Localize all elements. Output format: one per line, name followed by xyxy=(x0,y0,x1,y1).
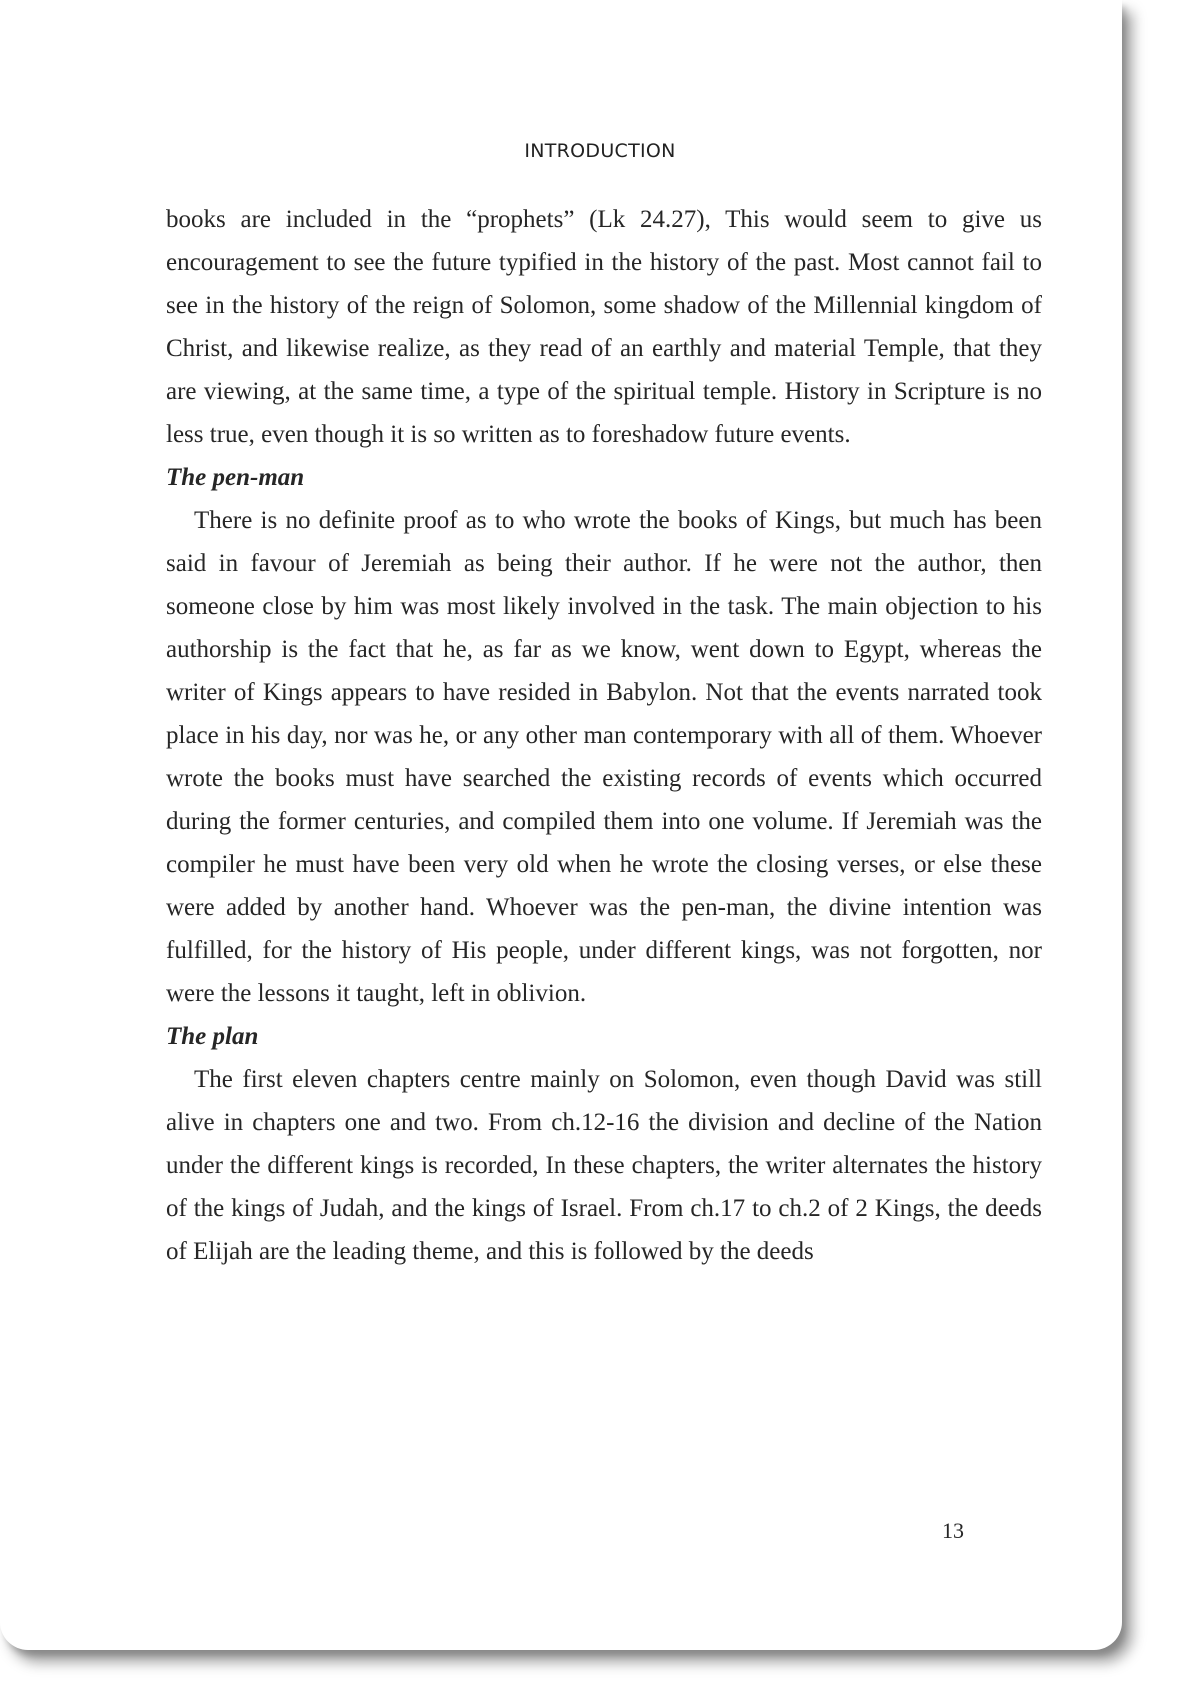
section-heading-plan: The plan xyxy=(166,1023,259,1050)
paragraph-plan: The first eleven chapters centre mainly on Solomon, even though David was still alive in chapters one and two. From ch.12-16 the division and decline of the Nation under the different kings is recorded, In these chapters, the writer alternates the history of the kings of Judah, and the kings of Israel. From ch.17 to ch.2 of 2 Kings, the deeds of Elijah are the leading theme, and this is followed by the deeds xyxy=(166,1066,1042,1265)
page-number: 13 xyxy=(942,1518,964,1543)
section-heading-pen-man: The pen-man xyxy=(166,464,305,491)
paragraph-continuation: books are included in the “prophets” (Lk 24.27), This would seem to give us encouragement to see the future typified in the history of the past. Most cannot fail to see in the history of the reign of Solomon, some shadow of the Millennial kingdom of Christ, and likewise realize, as they read of an earthly and material Temple, that they are viewing, at the same time, a type of the spiritual temple. History in Scripture is no less true, even though it is so written as to foreshadow future events. xyxy=(166,206,1042,448)
page-body xyxy=(166,198,1042,1273)
paragraph-pen-man: There is no definite proof as to who wrote the books of Kings, but much has been said in favour of Jeremiah as being their author. If he were not the author, then someone close by him was most likely involved in the task. The main objection to his authorship is the fact that he, as far as we know, went down to Egypt, whereas the writer of Kings appears to have resided in Babylon. Not that the events narrated took place in his day, nor was he, or any other man contemporary with all of them. Whoever wrote the books must have searched the existing records of events which occurred during the former centuries, and compiled them into one volume. If Jeremiah was the compiler he must have been very old when he wrote the closing verses, or else these were added by another hand. Whoever was the pen-man, the divine intention was fulfilled, for the history of His people, under different kings, was not forgotten, nor were the lessons it taught, left in oblivion. xyxy=(166,507,1042,1007)
running-head: INTRODUCTION xyxy=(524,140,676,162)
